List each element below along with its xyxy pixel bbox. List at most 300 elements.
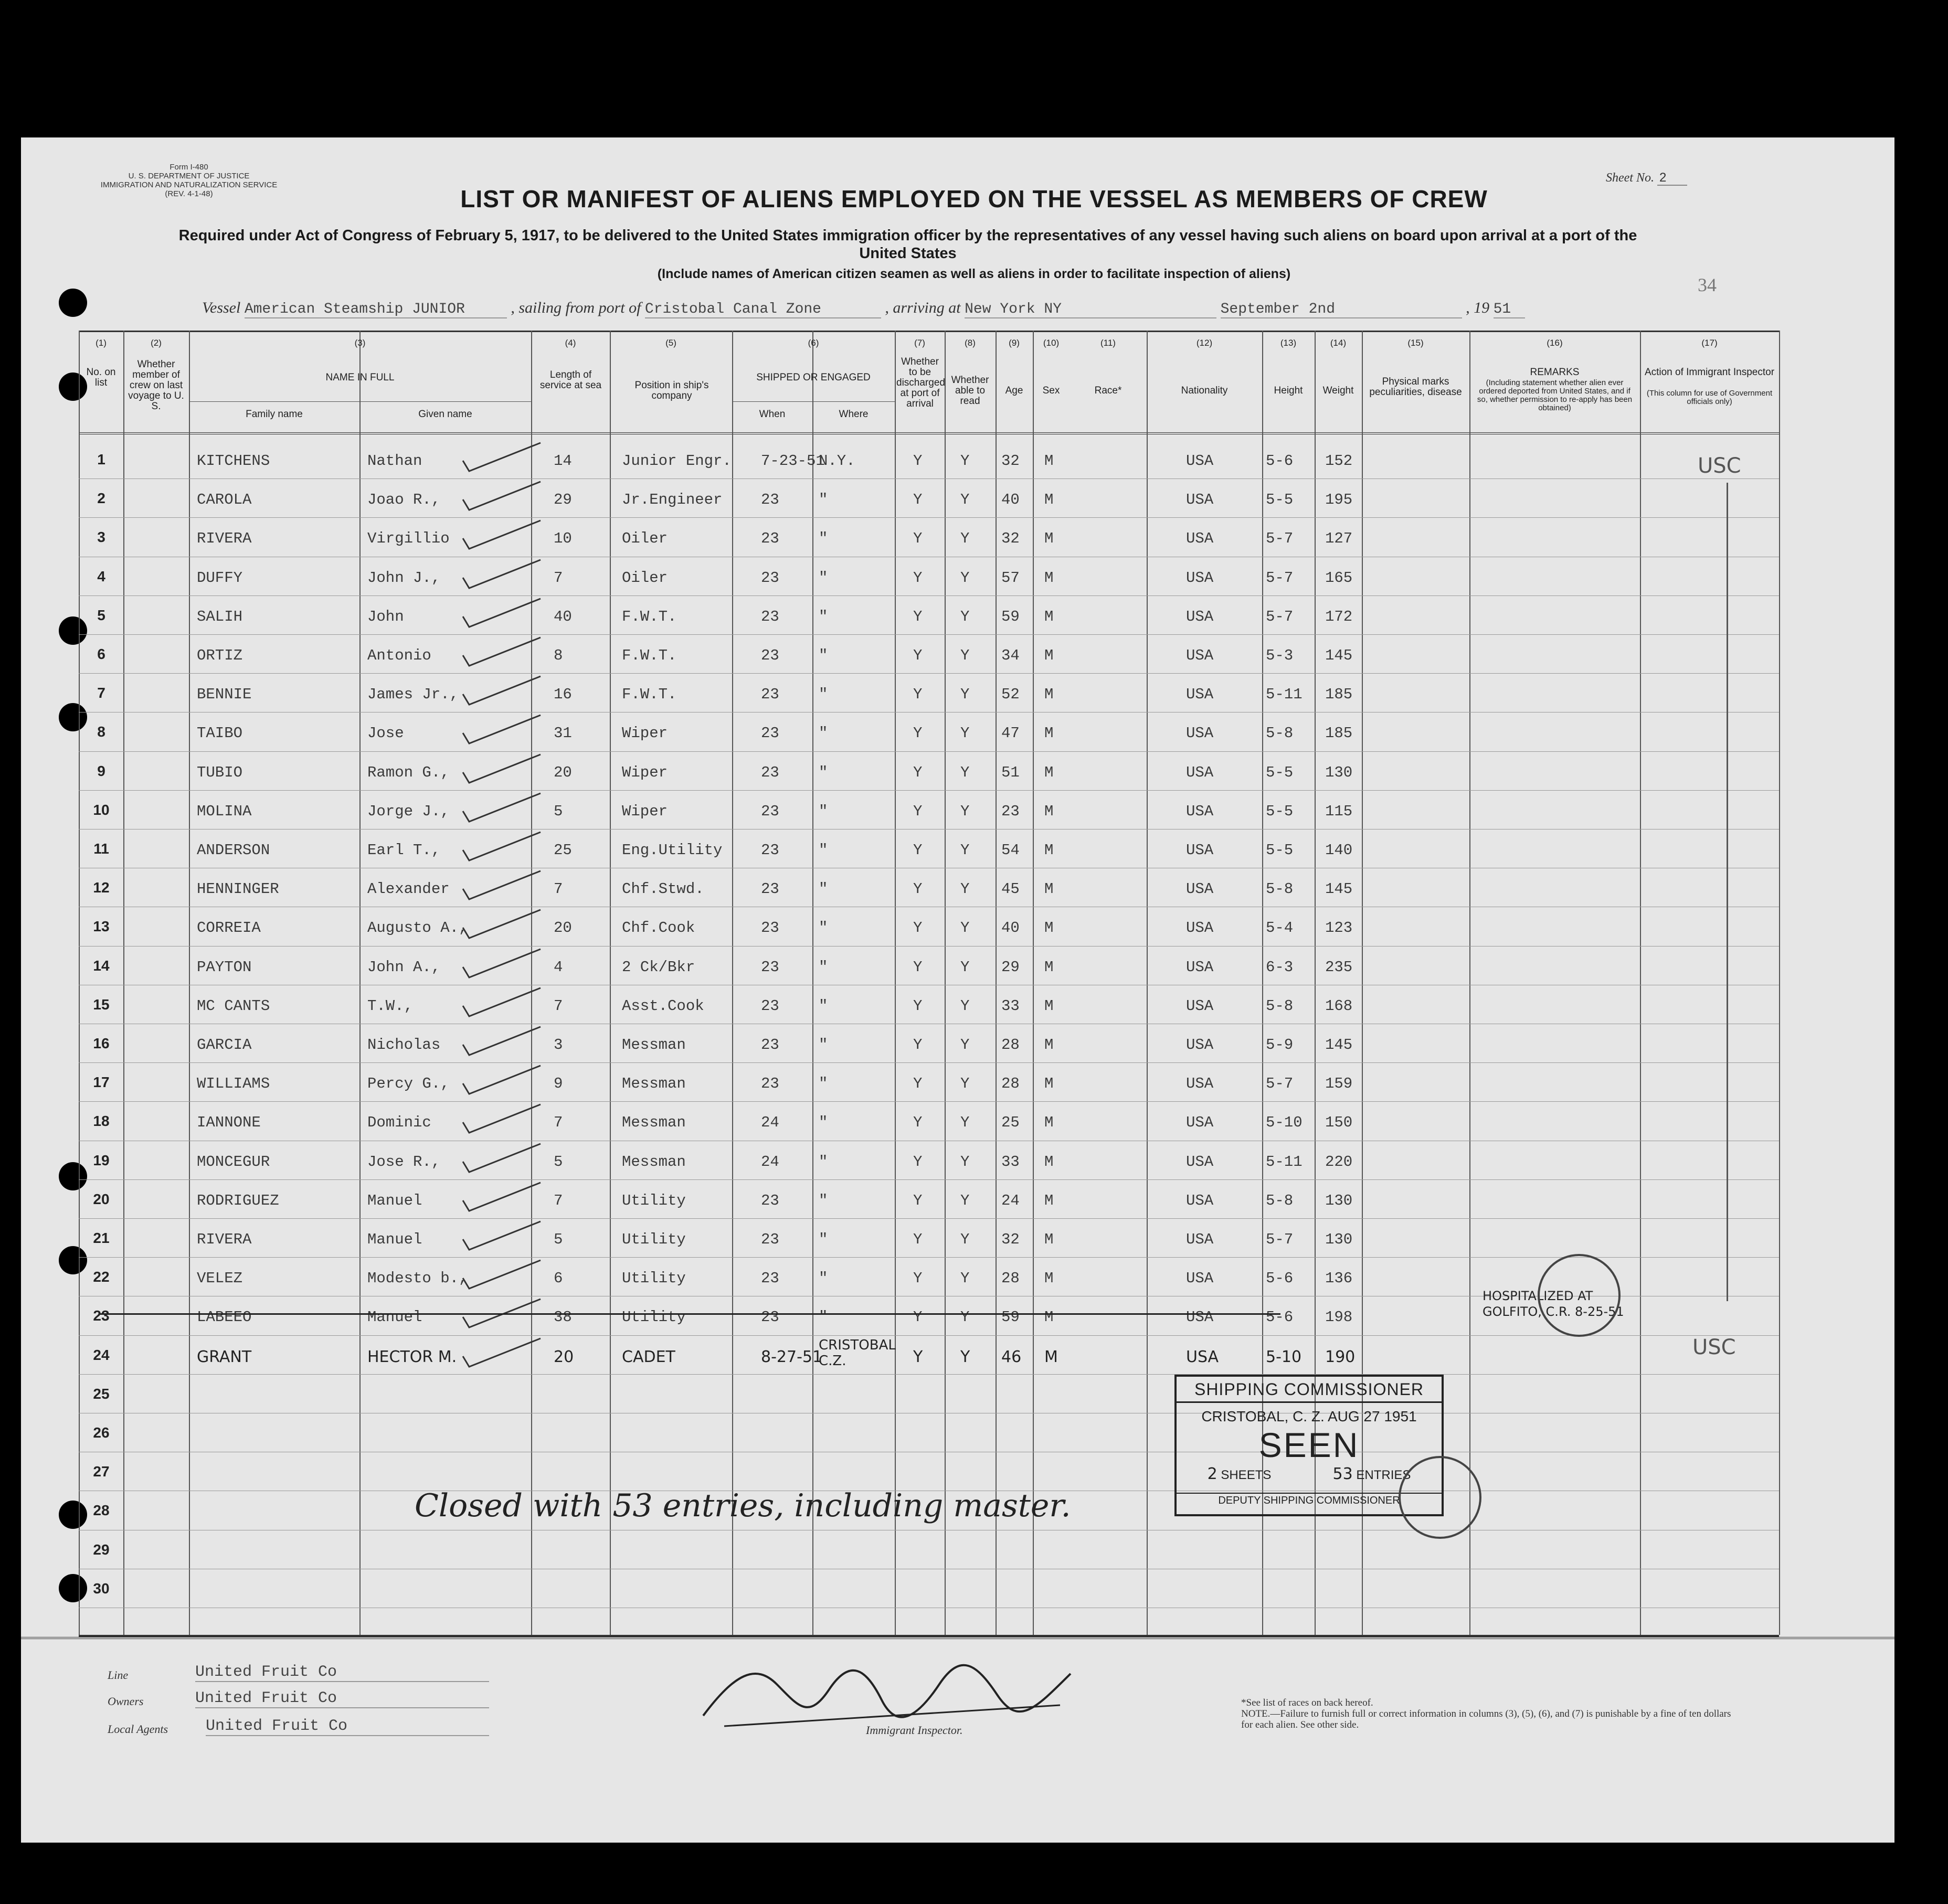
height-cell: 5-5 (1266, 491, 1294, 509)
row-number: 7 (97, 685, 105, 701)
weight-cell: 145 (1325, 880, 1353, 898)
nationality-cell: USA (1186, 1153, 1214, 1171)
col-num: (11) (1100, 338, 1116, 348)
given-name-cell: T.W., (367, 997, 414, 1015)
position-cell: F.W.T. (622, 608, 677, 625)
nationality-cell: USA (1186, 1075, 1214, 1093)
nationality-cell: USA (1186, 686, 1214, 704)
shipped-when-cell: 23 (761, 569, 779, 587)
nationality-cell: USA (1186, 802, 1214, 820)
row-number: 19 (93, 1152, 110, 1168)
height-cell: 5-7 (1266, 608, 1294, 625)
row-number: 4 (97, 568, 105, 584)
sex-cell: M (1044, 1270, 1054, 1288)
given-name-cell: John (367, 608, 404, 625)
age-cell: 47 (1001, 725, 1020, 742)
table-row (79, 1025, 1779, 1063)
position-cell: Oiler (622, 530, 668, 548)
table-row (79, 1531, 1779, 1570)
weight-cell: 115 (1325, 802, 1353, 820)
stamp-entries-value: 53 (1332, 1465, 1353, 1483)
sheet-label: Sheet No. (1606, 171, 1654, 185)
inspector-label: Immigrant Inspector. (866, 1724, 963, 1737)
family-name-cell: SALIH (197, 608, 243, 625)
discharged-cell: Y (913, 1309, 923, 1326)
row-number: 8 (97, 724, 105, 740)
family-name-cell: TAIBO (197, 725, 243, 742)
name-subrule (189, 401, 531, 402)
given-name-cell: Joao R., (367, 491, 441, 509)
able-to-read-cell: Y (960, 958, 970, 976)
nationality-cell: USA (1186, 491, 1214, 509)
check-mark-icon (462, 441, 546, 477)
shipped-when-cell: 23 (761, 1270, 779, 1288)
height-cell: 6-3 (1266, 958, 1294, 976)
check-mark-icon (462, 597, 546, 633)
vessel-name: American Steamship JUNIOR (245, 301, 507, 318)
weight-cell: 145 (1325, 647, 1353, 664)
col-num: (4) (565, 338, 576, 348)
height-cell: 5-4 (1266, 919, 1294, 937)
able-to-read-cell: Y (960, 686, 970, 704)
weight-cell: 195 (1325, 491, 1353, 509)
col-num: (1) (96, 338, 107, 348)
able-to-read-cell: Y (960, 647, 970, 664)
given-name-cell: HECTOR M. (367, 1347, 457, 1366)
nationality-cell: USA (1186, 1347, 1219, 1366)
table-row (79, 1102, 1779, 1141)
discharged-cell: Y (913, 530, 923, 548)
nationality-cell: USA (1186, 1270, 1214, 1288)
table-row (79, 1375, 1779, 1414)
able-to-read-cell: Y (960, 491, 970, 509)
row-number: 26 (93, 1424, 110, 1441)
able-to-read-cell: Y (960, 1231, 970, 1248)
able-to-read-cell: Y (960, 919, 970, 937)
header-when: When (759, 409, 786, 420)
given-name-cell: Alexander (367, 880, 450, 898)
position-cell: Utility (622, 1192, 686, 1209)
given-name-cell: James Jr., (367, 686, 459, 704)
departure-port: Cristobal Canal Zone (645, 301, 881, 318)
table-row (79, 986, 1779, 1025)
discharged-cell: Y (913, 958, 923, 976)
given-name-cell: Nicholas (367, 1036, 441, 1054)
shipped-where-cell: " (819, 1270, 828, 1288)
nationality-cell: USA (1186, 608, 1214, 625)
shipped-when-cell: 8-27-51 (761, 1347, 823, 1366)
header-given-name: Given name (418, 409, 472, 420)
position-cell: Wiper (622, 725, 668, 742)
given-name-cell: Percy G., (367, 1075, 450, 1093)
height-cell: 5-10 (1266, 1114, 1303, 1132)
check-mark-icon (462, 1063, 546, 1100)
shipped-when-cell: 7-23-51 (761, 452, 825, 470)
position-cell: Messman (622, 1153, 686, 1171)
check-mark-icon (462, 674, 546, 711)
agents-label: Local Agents (108, 1722, 168, 1736)
age-cell: 45 (1001, 880, 1020, 898)
age-cell: 34 (1001, 647, 1020, 664)
table-row (79, 1414, 1779, 1453)
table-row (79, 1180, 1779, 1219)
row-number: 21 (93, 1230, 110, 1246)
voyage-line (202, 299, 1525, 320)
service-length-cell: 5 (554, 802, 563, 820)
shipped-where-cell: " (819, 997, 828, 1015)
weight-cell: 130 (1325, 763, 1353, 781)
discharged-cell: Y (913, 1036, 923, 1054)
nationality-cell: USA (1186, 530, 1214, 548)
row-number: 9 (97, 762, 105, 779)
sex-cell: M (1044, 608, 1054, 625)
shipped-where-cell: " (819, 919, 828, 937)
stamp-title: SHIPPING COMMISSIONER (1177, 1380, 1442, 1403)
discharged-cell: Y (913, 569, 923, 587)
shipped-where-cell: " (819, 1036, 828, 1054)
shipped-subrule (732, 401, 895, 402)
family-name-cell: WILLIAMS (197, 1075, 270, 1093)
discharged-cell: Y (913, 1231, 923, 1248)
row-rule (79, 1374, 1779, 1375)
sex-cell: M (1044, 569, 1054, 587)
family-name-cell: CAROLA (197, 491, 252, 509)
check-mark-icon (462, 1180, 546, 1217)
shipped-where-cell: " (819, 802, 828, 820)
age-cell: 40 (1001, 491, 1020, 509)
col-num: (7) (914, 338, 925, 348)
nationality-cell: USA (1186, 1036, 1214, 1054)
stamp-place-date: CRISTOBAL, C. Z. AUG 27 1951 (1201, 1408, 1417, 1424)
header-physical-marks: Physical marks peculiarities, disease (1369, 376, 1462, 398)
discharged-cell: Y (913, 1192, 923, 1209)
col-num: (10) (1043, 338, 1060, 348)
height-cell: 5-5 (1266, 802, 1294, 820)
row-number: 29 (93, 1541, 110, 1558)
discharged-cell: Y (913, 686, 923, 704)
able-to-read-cell: Y (960, 569, 970, 587)
shipped-when-cell: 23 (761, 647, 779, 664)
discharged-cell: Y (913, 1153, 923, 1171)
given-name-cell: Augusto A., (367, 919, 468, 937)
sex-cell: M (1044, 842, 1054, 859)
age-cell: 32 (1001, 452, 1020, 470)
check-mark-icon (462, 830, 546, 867)
discharged-cell: Y (913, 1075, 923, 1093)
row-rule (79, 478, 1779, 479)
row-number: 13 (93, 918, 110, 935)
height-cell: 5-11 (1266, 686, 1303, 704)
able-to-read-cell: Y (960, 1153, 970, 1171)
height-cell: 5-9 (1266, 1036, 1294, 1054)
header-shipped-or-engaged: SHIPPED OR ENGAGED (756, 372, 871, 383)
family-name-cell: IANNONE (197, 1114, 261, 1132)
discharged-cell: Y (913, 1270, 923, 1288)
given-name-cell: Manuel (367, 1231, 422, 1248)
row-rule (79, 634, 1779, 635)
height-cell: 5-6 (1266, 452, 1294, 470)
row-number: 20 (93, 1190, 110, 1207)
col-num: (5) (665, 338, 676, 348)
family-name-cell: DUFFY (197, 569, 243, 587)
sex-cell: M (1044, 997, 1054, 1015)
table-row (79, 791, 1779, 830)
closing-note: Closed with 53 entries, including master. (415, 1487, 1071, 1524)
col-num: (17) (1701, 338, 1718, 348)
given-name-cell: Manuel (367, 1192, 422, 1209)
header-name-in-full: NAME IN FULL (325, 372, 395, 383)
position-cell: Wiper (622, 763, 668, 781)
nationality-cell: USA (1186, 1309, 1214, 1326)
table-row (79, 1570, 1779, 1609)
height-cell: 5-8 (1266, 997, 1294, 1015)
family-name-cell: GRANT (197, 1347, 252, 1366)
discharged-cell: Y (913, 725, 923, 742)
row-rule (79, 1257, 1779, 1258)
height-cell: 5-7 (1266, 569, 1294, 587)
shipped-where-cell: CRISTOBAL C.Z. (819, 1337, 896, 1369)
given-name-cell: Virgillio (367, 530, 450, 548)
service-length-cell: 20 (554, 919, 572, 937)
sex-cell: M (1044, 1192, 1054, 1209)
row-rule (79, 751, 1779, 752)
family-name-cell: MC CANTS (197, 997, 270, 1015)
document-subtitle: Required under Act of Congress of February 5, 1917, to be delivered to the United States immigration officer by the representatives of any vessel having such aliens on board upon arrival at a port of the United States (178, 227, 1637, 262)
discharged-cell: Y (913, 763, 923, 781)
family-name-cell: HENNINGER (197, 880, 279, 898)
check-mark-icon (462, 635, 546, 672)
nationality-cell: USA (1186, 763, 1214, 781)
service-length-cell: 7 (554, 569, 563, 587)
punch-hole (59, 289, 87, 317)
revision: (REV. 4-1-48) (165, 189, 213, 198)
discharged-cell: Y (913, 880, 923, 898)
height-cell: 5-8 (1266, 880, 1294, 898)
table-row (79, 558, 1779, 597)
position-cell: Eng.Utility (622, 842, 723, 859)
sex-cell: M (1044, 1036, 1054, 1054)
position-cell: Jr.Engineer (622, 491, 723, 509)
penalty-note: NOTE.—Failure to furnish full or correct information in columns (3), (5), (6), and (7) is punishable by a fine of ten dollars for each alien. See other side. (1241, 1708, 1731, 1730)
able-to-read-cell: Y (960, 608, 970, 625)
header-discharged: Whether to be discharged at port of arrival (896, 356, 945, 409)
position-cell: Utility (622, 1231, 686, 1248)
header-family-name: Family name (246, 409, 303, 420)
discharged-cell: Y (913, 647, 923, 664)
sex-cell: M (1044, 1153, 1054, 1171)
sex-cell: M (1044, 647, 1054, 664)
header-height: Height (1274, 385, 1303, 396)
col-num: (3) (354, 338, 366, 348)
row-number: 11 (93, 841, 109, 857)
row-number: 25 (93, 1385, 110, 1402)
row-rule (79, 1062, 1779, 1063)
discharged-cell: Y (913, 919, 923, 937)
shipped-when-cell: 23 (761, 608, 779, 625)
row-number: 6 (97, 646, 105, 662)
sex-cell: M (1044, 530, 1054, 548)
shipped-where-cell: " (819, 1309, 828, 1326)
check-mark-icon (462, 1336, 546, 1373)
age-cell: 32 (1001, 1231, 1020, 1248)
shipped-when-cell: 23 (761, 802, 779, 820)
inspector-ditto-line (1727, 483, 1728, 1301)
height-cell: 5-7 (1266, 1231, 1294, 1248)
shipped-when-cell: 23 (761, 725, 779, 742)
col-num: (13) (1280, 338, 1297, 348)
height-cell: 5-10 (1266, 1347, 1302, 1366)
age-cell: 33 (1001, 997, 1020, 1015)
service-length-cell: 10 (554, 530, 572, 548)
check-mark-icon (462, 752, 546, 789)
height-cell: 5-3 (1266, 647, 1294, 664)
row-number: 14 (93, 957, 110, 974)
shipped-where-cell: " (819, 763, 828, 781)
shipped-when-cell: 23 (761, 919, 779, 937)
weight-cell: 145 (1325, 1036, 1353, 1054)
age-cell: 54 (1001, 842, 1020, 859)
service-length-cell: 7 (554, 997, 563, 1015)
discharged-cell: Y (913, 997, 923, 1015)
col-num: (16) (1547, 338, 1563, 348)
discharged-cell: Y (913, 802, 923, 820)
arrival-date: September 2nd (1221, 301, 1462, 318)
given-name-cell: Antonio (367, 647, 431, 664)
able-to-read-cell: Y (960, 1075, 970, 1093)
age-cell: 57 (1001, 569, 1020, 587)
nationality-cell: USA (1186, 1192, 1214, 1209)
col-num: (9) (1009, 338, 1020, 348)
family-name-cell: ANDERSON (197, 842, 270, 859)
position-cell: Messman (622, 1036, 686, 1054)
sex-cell: M (1044, 1075, 1054, 1093)
shipped-where-cell: " (819, 1153, 828, 1171)
header-where: Where (839, 409, 869, 420)
nationality-cell: USA (1186, 997, 1214, 1015)
able-to-read-cell: Y (960, 1270, 970, 1288)
header-inspector-note: (This column for use of Government officials only) (1646, 389, 1773, 406)
height-cell: 5-5 (1266, 763, 1294, 781)
sex-cell: M (1044, 919, 1054, 937)
weight-cell: 168 (1325, 997, 1353, 1015)
nationality-cell: USA (1186, 880, 1214, 898)
races-note: *See list of races on back hereof. (1241, 1697, 1373, 1708)
crew-table (79, 331, 1779, 1635)
able-to-read-cell: Y (960, 880, 970, 898)
header-sex: Sex (1042, 385, 1060, 396)
shipped-when-cell: 23 (761, 1231, 779, 1248)
service-length-cell: 31 (554, 725, 572, 742)
height-cell: 5-8 (1266, 1192, 1294, 1209)
sheet-value: 2 (1657, 171, 1687, 186)
inspector-mark: USC (1692, 1335, 1736, 1359)
given-name-cell: Earl T., (367, 842, 441, 859)
position-cell: 2 Ck/Bkr (622, 958, 695, 976)
row-rule (79, 790, 1779, 791)
check-mark-icon (462, 518, 546, 555)
year-label: , 19 (1466, 299, 1490, 316)
position-cell: Messman (622, 1114, 686, 1132)
footer-rule (21, 1637, 1894, 1639)
weight-cell: 136 (1325, 1270, 1353, 1288)
inspector-mark: USC (1698, 454, 1741, 478)
able-to-read-cell: Y (960, 997, 970, 1015)
owners-value: United Fruit Co (195, 1689, 489, 1708)
table-row (79, 480, 1779, 518)
shipped-where-cell: " (819, 1231, 828, 1248)
weight-cell: 235 (1325, 958, 1353, 976)
service-length-cell: 7 (554, 880, 563, 898)
nationality-cell: USA (1186, 725, 1214, 742)
sex-cell: M (1044, 452, 1054, 470)
table-row (79, 830, 1779, 869)
check-mark-icon (462, 869, 546, 906)
given-name-cell: Jose R., (367, 1153, 441, 1171)
shipped-when-cell: 23 (761, 1192, 779, 1209)
shipped-when-cell: 24 (761, 1114, 779, 1132)
header-remarks: REMARKS (1530, 367, 1580, 378)
given-name-cell: John A., (367, 958, 441, 976)
family-name-cell: VELEZ (197, 1270, 243, 1288)
shipped-where-cell: " (819, 725, 828, 742)
nationality-cell: USA (1186, 842, 1214, 859)
nationality-cell: USA (1186, 919, 1214, 937)
table-row (79, 518, 1779, 557)
table-row (79, 674, 1779, 713)
age-cell: 25 (1001, 1114, 1020, 1132)
header-rule (79, 432, 1779, 434)
age-cell: 33 (1001, 1153, 1020, 1171)
weight-cell: 190 (1325, 1347, 1356, 1366)
col-num: (15) (1407, 338, 1424, 348)
given-name-cell: Modesto b., (367, 1270, 468, 1288)
row-rule (79, 1179, 1779, 1180)
position-cell: Chf.Cook (622, 919, 695, 937)
table-row (79, 597, 1779, 635)
position-cell: Wiper (622, 802, 668, 820)
arrival-port: New York NY (965, 301, 1216, 318)
shipped-when-cell: 23 (761, 997, 779, 1015)
weight-cell: 198 (1325, 1309, 1353, 1326)
table-row (79, 1219, 1779, 1258)
stamp-sheets-value: 2 (1207, 1465, 1218, 1483)
service-length-cell: 7 (554, 1114, 563, 1132)
row-number: 2 (97, 490, 105, 507)
header-weight: Weight (1322, 385, 1354, 396)
row-number: 24 (93, 1346, 110, 1363)
age-cell: 28 (1001, 1270, 1020, 1288)
header-inspector-action: Action of Immigrant Inspector (1644, 367, 1775, 378)
row-number: 30 (93, 1580, 110, 1597)
check-mark-icon (462, 558, 546, 594)
nationality-cell: USA (1186, 452, 1214, 470)
age-cell: 59 (1001, 1309, 1020, 1326)
discharged-cell: Y (913, 1114, 923, 1132)
service-length-cell: 38 (554, 1309, 572, 1326)
col-num: (6) (808, 338, 819, 348)
shipped-when-cell: 23 (761, 880, 779, 898)
row-number: 28 (93, 1502, 110, 1519)
able-to-read-cell: Y (960, 1309, 970, 1326)
able-to-read-cell: Y (960, 842, 970, 859)
age-cell: 40 (1001, 919, 1020, 937)
row-rule (79, 517, 1779, 518)
sailing-label: , sailing from port of (511, 299, 641, 316)
nationality-cell: USA (1186, 958, 1214, 976)
height-cell: 5-7 (1266, 1075, 1294, 1093)
check-mark-icon (462, 1219, 546, 1256)
footer-note (1241, 1697, 1734, 1730)
